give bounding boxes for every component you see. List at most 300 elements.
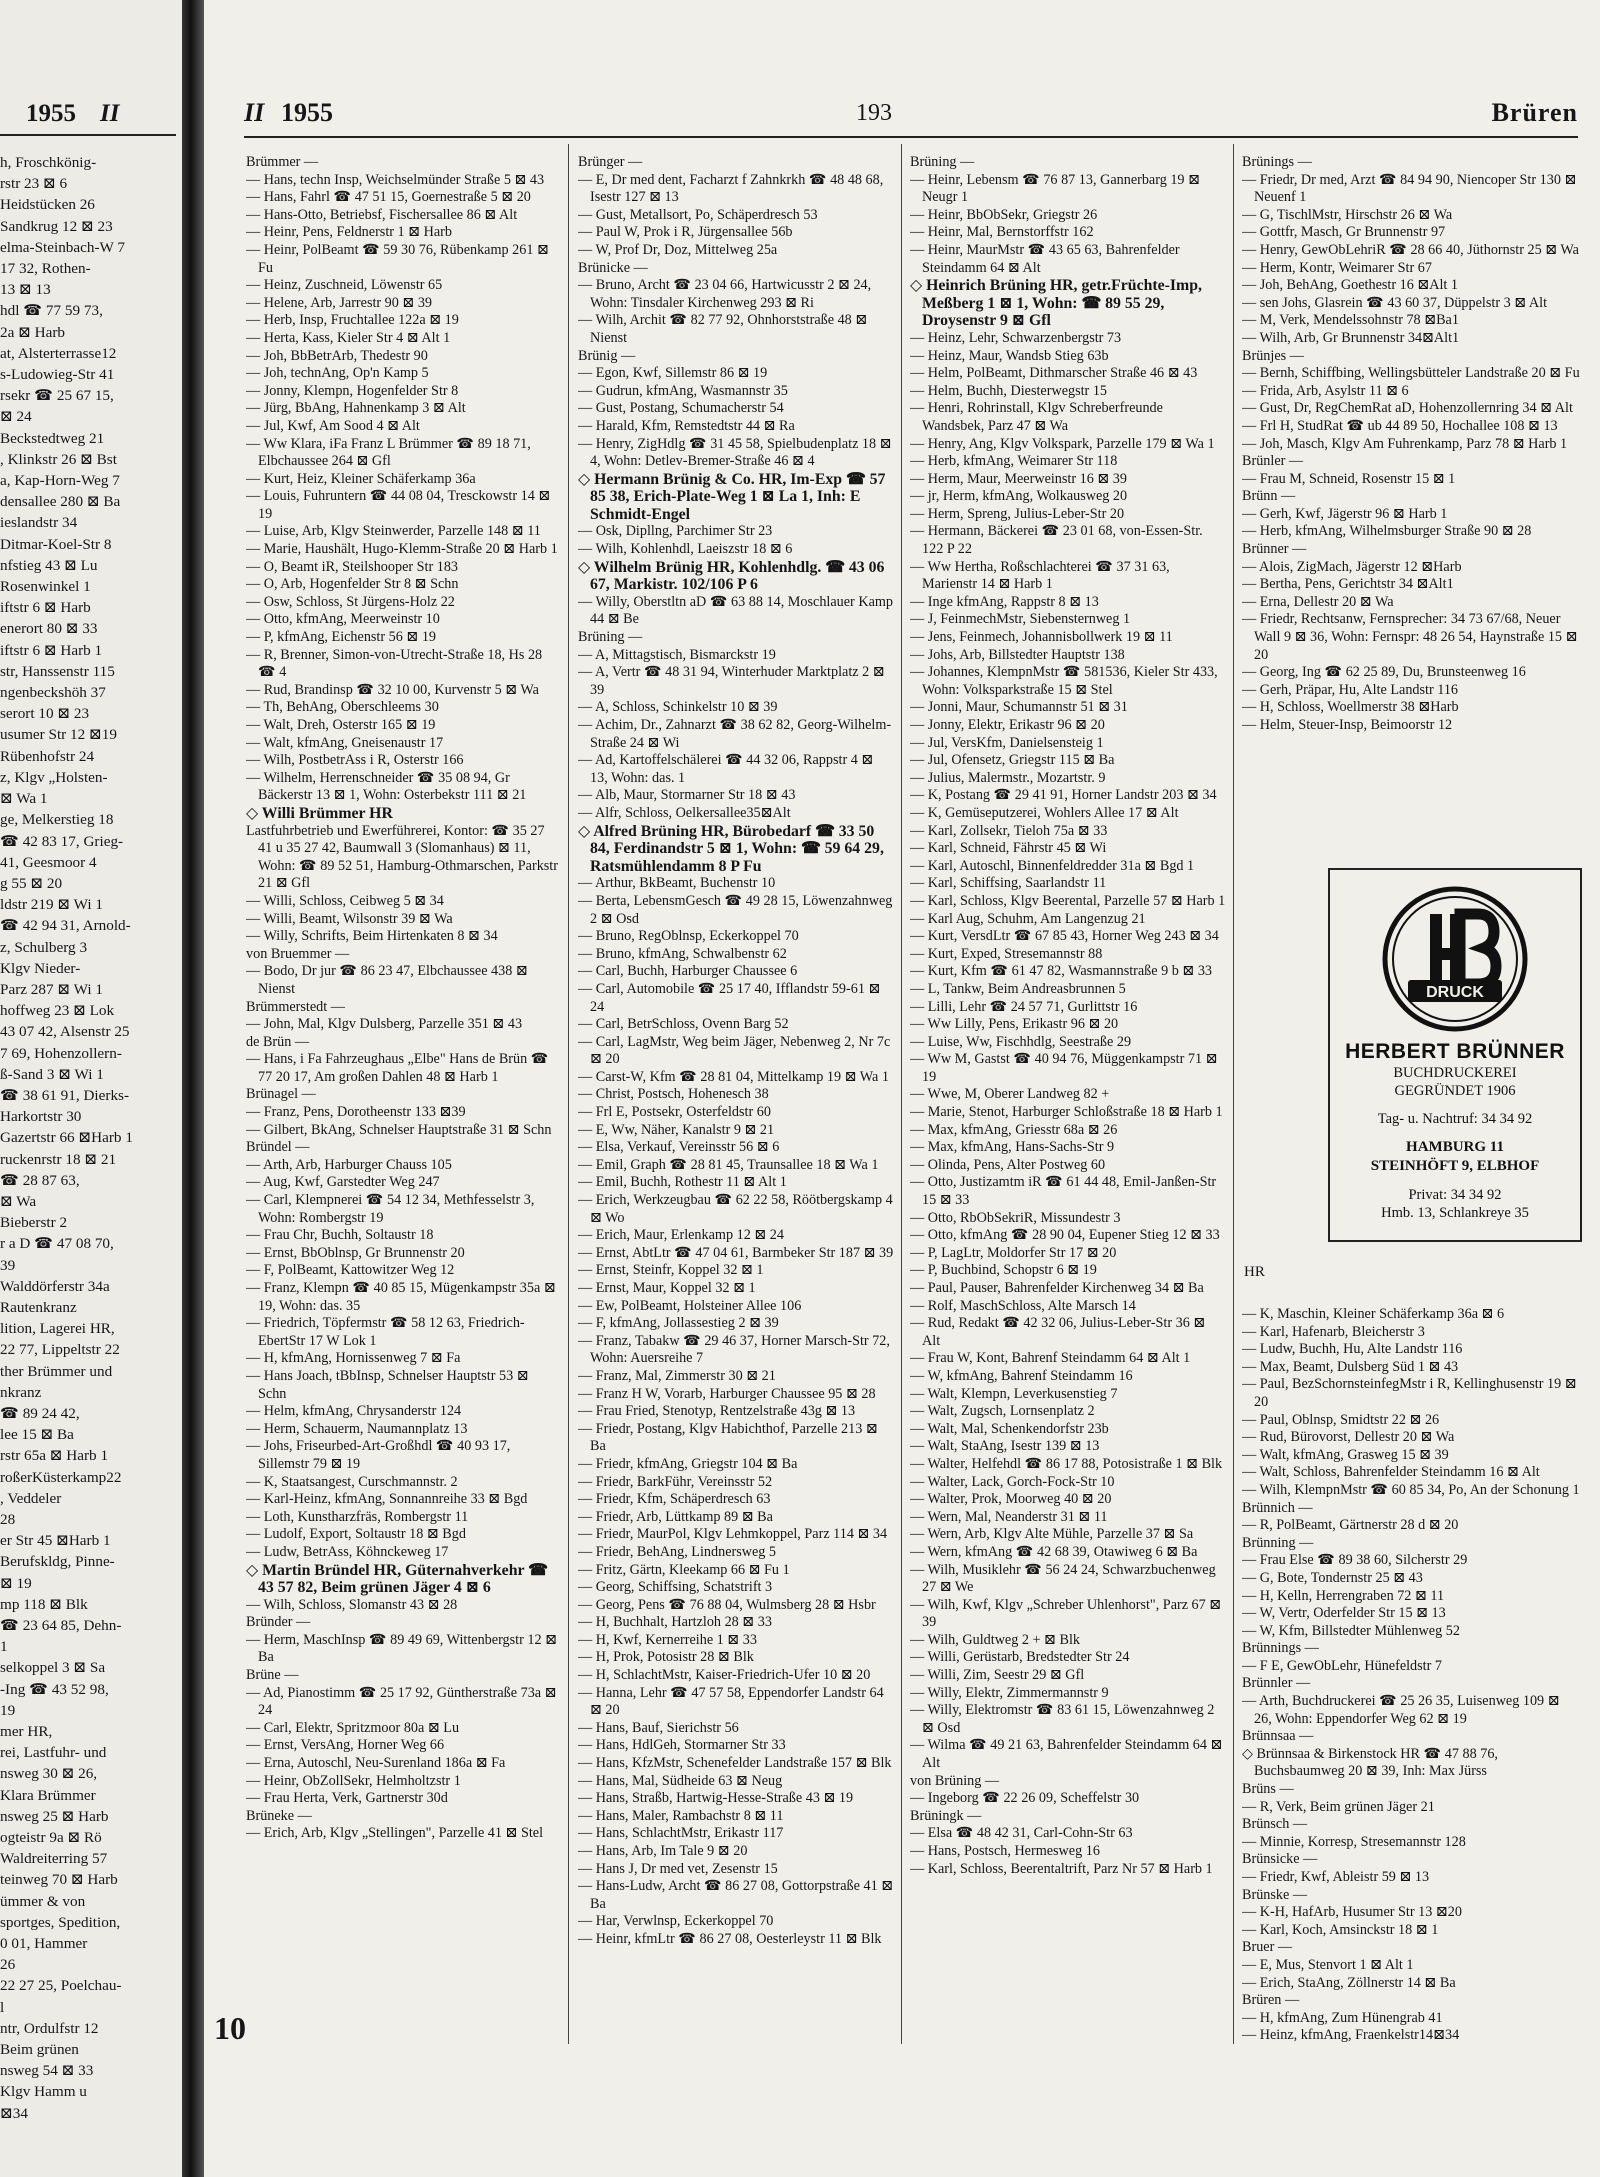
directory-entry: — Jonny, Klempn, Hogenfelder Str 8 bbox=[246, 382, 459, 399]
ad-company-name: HERBERT BRÜNNER bbox=[1345, 1040, 1565, 1063]
directory-entry: — Alfr, Schloss, Oelkersallee35⊠Alt bbox=[578, 804, 791, 821]
directory-entry: — Bertha, Pens, Gerichtstr 34 ⊠Alt1 bbox=[1242, 576, 1454, 593]
left-page-line: 43 07 42, Alsenstr 25 bbox=[0, 1023, 130, 1041]
directory-entry: ◇ Willi Brümmer HR bbox=[246, 804, 393, 822]
left-page-line: str, Hanssenstr 115 bbox=[0, 662, 115, 680]
directory-entry: — Joh, Masch, Klgv Am Fuhrenkamp, Parz 78 ⊠ Harb 1 bbox=[1242, 435, 1568, 452]
directory-entry: — Frau Chr, Buchh, Soltaustr 18 bbox=[246, 1227, 434, 1244]
left-page-line: g 55 ⊠ 20 bbox=[0, 874, 63, 892]
directory-entry: — Olinda, Pens, Alter Postweg 60 bbox=[910, 1156, 1106, 1173]
directory-entry: — Erich, Arb, Klgv „Stellingen", Parzelle 41 ⊠ Stel bbox=[246, 1825, 544, 1842]
directory-column-3 bbox=[910, 154, 1226, 2054]
directory-entry: — Helene, Arb, Jarrestr 90 ⊠ 39 bbox=[246, 294, 433, 311]
directory-entry: — Wilh, Arb, Gr Brunnenstr 34⊠Alt1 bbox=[1242, 329, 1460, 346]
directory-entry: — Rud, Redakt ☎ 42 32 06, Julius-Leber-Str 36 ⊠ Alt bbox=[910, 1315, 1206, 1349]
main-page bbox=[204, 0, 1600, 2177]
left-page-line: 17 32, Rothen- bbox=[0, 260, 91, 278]
directory-entry: — Carst-W, Kfm ☎ 28 81 04, Mittelkamp 19 ⊠ Wa 1 bbox=[578, 1068, 889, 1085]
directory-entry: — Friedr, BarkFühr, Vereinsstr 52 bbox=[578, 1473, 773, 1490]
left-page-line: ngenbeckshöh 37 bbox=[0, 684, 106, 702]
directory-entry: — Bodo, Dr jur ☎ 86 23 47, Elbchaussee 438 ⊠ Nienst bbox=[246, 963, 528, 997]
directory-entry: — Walt, Zugsch, Lornsenplatz 2 bbox=[910, 1403, 1095, 1420]
directory-entry: — Walt, Mal, Schenkendorfstr 23b bbox=[910, 1420, 1109, 1437]
directory-entry: — Gust, Postang, Schumacherstr 54 bbox=[578, 400, 784, 417]
left-page-line: er Str 45 ⊠Harb 1 bbox=[0, 1532, 111, 1550]
book-gutter bbox=[182, 0, 204, 2177]
directory-entry: — Jürg, BbAng, Hahnenkamp 3 ⊠ Alt bbox=[246, 400, 466, 417]
directory-entry: ◇ Wilhelm Brünig HR, Kohlenhdlg. ☎ 43 06 67, Markistr. 102/106 P 6 bbox=[578, 558, 885, 594]
directory-entry: ◇ Brünnsaa & Birkenstock HR ☎ 47 88 76, Buchsbaumweg 20 ⊠ 39, Inh: Max Jürss bbox=[1242, 1745, 1498, 1780]
directory-entry: — Ad, Pianostimm ☎ 25 17 92, Güntherstraße 73a ⊠ 24 bbox=[246, 1684, 557, 1719]
directory-entry: — Gerh, Kwf, Jägerstr 96 ⊠ Harb 1 bbox=[1242, 505, 1448, 522]
directory-entry: — Frau Fried, Stenotyp, Rentzelstraße 43g ⊠ 13 bbox=[578, 1403, 856, 1420]
left-page-line: Beckstedtweg 21 bbox=[0, 429, 105, 447]
left-page-volume: II bbox=[100, 100, 120, 127]
printing-logo-icon bbox=[1380, 884, 1530, 1034]
directory-entry: — Osw, Schloss, St Jürgens-Holz 22 bbox=[246, 593, 455, 610]
left-page-line: ldstr 219 ⊠ Wi 1 bbox=[0, 896, 103, 914]
left-page-line: enerort 80 ⊠ 33 bbox=[0, 620, 98, 638]
directory-entry: — Heinr, PolBeamt ☎ 59 30 76, Rübenkamp 261 ⊠ Fu bbox=[246, 241, 549, 276]
directory-entry: Brünnsaa — bbox=[1242, 1728, 1314, 1745]
left-page-year: 1955 bbox=[26, 100, 76, 127]
directory-entry: — O, Arb, Hogenfelder Str 8 ⊠ Schn bbox=[246, 576, 459, 593]
left-page-line: Bieberstr 2 bbox=[0, 1214, 68, 1232]
left-page-line: ⊠ Wa bbox=[0, 1192, 37, 1210]
directory-entry: — Erna, Autoschl, Neu-Surenland 186a ⊠ Fa bbox=[246, 1755, 506, 1772]
directory-entry: — Rolf, MaschSchloss, Alte Marsch 14 bbox=[910, 1297, 1136, 1314]
directory-entry: — Kurt, Kfm ☎ 61 47 82, Wasmannstraße 9 b ⊠ 33 bbox=[910, 963, 1213, 980]
directory-entry: — Max, Beamt, Dulsberg Süd 1 ⊠ 43 bbox=[1242, 1358, 1459, 1375]
directory-entry: — P, kfmAng, Eichenstr 56 ⊠ 19 bbox=[246, 629, 437, 646]
left-page-line: elma-Steinbach-W 7 bbox=[0, 238, 125, 256]
left-page-text bbox=[0, 152, 182, 2124]
directory-entry: — Gust, Dr, RegChemRat aD, Hohenzollernring 34 ⊠ Alt bbox=[1242, 400, 1573, 417]
directory-entry: von Bruemmer — bbox=[246, 945, 350, 962]
directory-entry: — Harald, Kfm, Remstedtstr 44 ⊠ Ra bbox=[578, 417, 795, 434]
directory-entry: ◇ Alfred Brüning HR, Bürobedarf ☎ 33 50 84, Ferdinandstr 5 ⊠ 1, Wohn: ☎ 59 64 29, Ratsmühlendamm 8 P Fu bbox=[578, 822, 884, 875]
ad-line: HAMBURG 11 bbox=[1406, 1139, 1504, 1155]
left-page-line: 19 bbox=[0, 1701, 16, 1719]
directory-entry: — Wilh, Archit ☎ 82 77 92, Ohnhorststraße 48 ⊠ Nienst bbox=[578, 312, 868, 346]
header-volume: II bbox=[244, 98, 265, 127]
left-page-line: roßerKüsterkamp22 bbox=[0, 1468, 122, 1486]
directory-entry: — A, Mittagstisch, Bismarckstr 19 bbox=[578, 646, 776, 663]
left-page-line: ruckenrstr 18 ⊠ 21 bbox=[0, 1150, 117, 1168]
directory-entry: — Walt, kfmAng, Gneisenaustr 17 bbox=[246, 734, 444, 751]
directory-entry: — Carl, Automobile ☎ 25 17 40, Ifflandstr 59-61 ⊠ 24 bbox=[578, 980, 881, 1015]
directory-entry: — W, Prof Dr, Doz, Mittelweg 25a bbox=[578, 241, 778, 258]
left-page-line: ⊠ 24 bbox=[0, 408, 32, 426]
ad-private-phone: Privat: 34 34 92 bbox=[1408, 1187, 1502, 1203]
directory-entry: — Friedr, kfmAng, Griegstr 104 ⊠ Ba bbox=[578, 1455, 798, 1472]
directory-entry: Brünger — bbox=[578, 154, 643, 170]
directory-entry: Brüns — bbox=[1242, 1781, 1294, 1798]
directory-entry: — L, Tankw, Beim Andreasbrunnen 5 bbox=[910, 980, 1126, 997]
directory-entry: — Heinz, kfmAng, Fraenkelstr14⊠34 bbox=[1242, 2027, 1460, 2044]
left-page-line: serort 10 ⊠ 23 bbox=[0, 705, 90, 723]
directory-entry: — Har, Verwlnsp, Eckerkoppel 70 bbox=[578, 1913, 774, 1930]
header-year: 1955 bbox=[281, 98, 333, 127]
page-number: 193 bbox=[856, 100, 892, 126]
directory-entry: — Hans, KfzMstr, Schenefelder Landstraße 157 ⊠ Blk bbox=[578, 1755, 892, 1772]
directory-entry: — Hanna, Lehr ☎ 47 57 58, Eppendorfer Landstr 64 ⊠ 20 bbox=[578, 1684, 884, 1719]
left-page-line: 28 bbox=[0, 1511, 16, 1528]
directory-entry: — Hans-Otto, Betriebsf, Fischersallee 86 ⊠ Alt bbox=[246, 206, 518, 223]
directory-entry: — Hans, HdlGeh, Stormarner Str 33 bbox=[578, 1737, 786, 1754]
left-page-line: densallee 280 ⊠ Ba bbox=[0, 493, 121, 511]
directory-entry: — Elsa, Verkauf, Vereinsstr 56 ⊠ 6 bbox=[578, 1139, 780, 1156]
directory-entry: — Gust, Metallsort, Po, Schäperdresch 53 bbox=[578, 206, 818, 223]
left-page-line: 0 01, Hammer bbox=[0, 1935, 88, 1953]
directory-entry: — Emil, Graph ☎ 28 81 45, Traunsallee 18 ⊠ Wa 1 bbox=[578, 1156, 879, 1173]
directory-entry: — Karl, Hafenarb, Bleicherstr 3 bbox=[1242, 1323, 1425, 1340]
left-page-line: Parz 287 ⊠ Wi 1 bbox=[0, 980, 103, 998]
directory-entry: — Walt, StaAng, Isestr 139 ⊠ 13 bbox=[910, 1438, 1100, 1455]
directory-entry: — Marie, Stenot, Harburger Schloßstraße 18 ⊠ Harb 1 bbox=[910, 1104, 1223, 1121]
directory-entry: — Jonny, Elektr, Erikastr 96 ⊠ 20 bbox=[910, 717, 1105, 733]
left-page-line: Walddörferstr 34a bbox=[0, 1277, 110, 1295]
directory-entry: — Friedr, Kwf, Ableistr 59 ⊠ 13 bbox=[1242, 1869, 1430, 1885]
left-page-line: iftstr 6 ⊠ Harb 1 bbox=[0, 641, 103, 659]
directory-entry: Brüren — bbox=[1242, 1992, 1300, 2009]
left-page-line: nsweg 54 ⊠ 33 bbox=[0, 2062, 94, 2080]
directory-entry: — Karl, Schloss, Beerentaltrift, Parz Nr 57 ⊠ Harb 1 bbox=[910, 1860, 1213, 1877]
directory-entry: — Karl, Schneid, Fährstr 45 ⊠ Wi bbox=[910, 840, 1107, 857]
directory-entry: — Heinr, Pens, Feldnerstr 1 ⊠ Harb bbox=[246, 224, 452, 241]
directory-entry: Brümmer — bbox=[246, 154, 319, 170]
directory-entry: — Ew, PolBeamt, Holsteiner Allee 106 bbox=[578, 1297, 802, 1314]
directory-entry: Brünsicke — bbox=[1242, 1851, 1318, 1868]
directory-entry: — W, Vertr, Oderfelder Str 15 ⊠ 13 bbox=[1242, 1605, 1446, 1622]
directory-entry: Bründer — bbox=[246, 1614, 311, 1631]
left-page-line: Heidstücken 26 bbox=[0, 196, 95, 214]
left-page-line: Berufskldg, Pinne- bbox=[0, 1553, 115, 1571]
directory-entry: — Karl, Koch, Amsinckstr 18 ⊠ 1 bbox=[1242, 1921, 1439, 1938]
directory-entry: — F, PolBeamt, Kattowitzer Weg 12 bbox=[246, 1262, 455, 1279]
directory-entry: — E, Ww, Näher, Kanalstr 9 ⊠ 21 bbox=[578, 1121, 775, 1138]
directory-entry: — Rud, Bürovorst, Dellestr 20 ⊠ Wa bbox=[1242, 1429, 1455, 1446]
directory-entry: — Karl Aug, Schuhm, Am Langenzug 21 bbox=[910, 910, 1146, 927]
directory-entry: — Herm, Schauerm, Naumannplatz 13 bbox=[246, 1420, 468, 1437]
left-page-line: usumer Str 12 ⊠19 bbox=[0, 726, 117, 744]
directory-entry: — Georg, Pens ☎ 76 88 04, Wulmsberg 28 ⊠ Hsbr bbox=[578, 1596, 876, 1613]
directory-entry: — Helm, Steuer-Insp, Beimoorstr 12 bbox=[1242, 717, 1453, 733]
directory-entry: Brünler — bbox=[1242, 453, 1304, 470]
directory-entry: — Max, kfmAng, Hans-Sachs-Str 9 bbox=[910, 1139, 1115, 1156]
directory-entry: — Wilh, Kwf, Klgv „Schreber Uhlenhorst", Parz 67 ⊠ 39 bbox=[910, 1596, 1222, 1631]
directory-entry: — Wern, Arb, Klgv Alte Mühle, Parzelle 37 ⊠ Sa bbox=[910, 1526, 1194, 1543]
directory-entry: — Erich, StaAng, Zöllnerstr 14 ⊠ Ba bbox=[1242, 1974, 1456, 1991]
directory-entry: ◇ Martin Bründel HR, Güternahverkehr ☎ 43 57 82, Beim grünen Jäger 4 ⊠ 6 bbox=[246, 1561, 548, 1597]
left-page-line: ⊠34 bbox=[0, 2104, 28, 2122]
left-page-line: z, Schulberg 3 bbox=[0, 938, 88, 956]
directory-entry: — R, Verk, Beim grünen Jäger 21 bbox=[1242, 1798, 1435, 1815]
directory-entry: — H, Kelln, Herrengraben 72 ⊠ 11 bbox=[1242, 1587, 1445, 1604]
directory-entry: — O, Beamt iR, Steilshooper Str 183 bbox=[246, 558, 459, 575]
left-page-line: Gazertstr 66 ⊠Harb 1 bbox=[0, 1129, 133, 1147]
left-page-line: ieslandstr 34 bbox=[0, 514, 78, 532]
directory-entry: — Heinr, Lebensm ☎ 76 87 13, Gannerbarg 19 ⊠ Neugr 1 bbox=[910, 171, 1200, 206]
directory-entry: — Franz, Tabakw ☎ 29 46 37, Horner Marsch-Str 72, Wohn: Auersreihe 7 bbox=[578, 1332, 890, 1367]
directory-entry: — John, Mal, Klgv Dulsberg, Parzelle 351 ⊠ 43 bbox=[246, 1016, 523, 1033]
directory-entry: Brünske — bbox=[1242, 1886, 1308, 1903]
directory-entry: — J, FeinmechMstr, Siebensternweg 1 bbox=[910, 611, 1131, 628]
directory-entry: — Heinz, Lehr, Schwarzenbergstr 73 bbox=[910, 329, 1122, 346]
directory-entry: — K, Maschin, Kleiner Schäferkamp 36a ⊠ 6 bbox=[1242, 1306, 1505, 1322]
directory-entry: — Henry, ZigHdlg ☎ 31 45 58, Spielbudenplatz 18 ⊠ 4, Wohn: Detlev-Bremer-Straße 46 ⊠ 4 bbox=[578, 435, 892, 470]
directory-entry: — Hans J, Dr med vet, Zesenstr 15 bbox=[578, 1860, 778, 1877]
left-page-line: Rosenwinkel 1 bbox=[0, 578, 91, 596]
directory-entry: — Friedr, Dr med, Arzt ☎ 84 94 90, Niencoper Str 130 ⊠ Neuenf 1 bbox=[1242, 171, 1577, 206]
directory-entry: — Arth, Arb, Harburger Chauss 105 bbox=[246, 1156, 452, 1173]
directory-entry: — Franz, Klempn ☎ 40 85 15, Mügenkampstr 35a ⊠ 19, Wohn: das. 35 bbox=[246, 1280, 556, 1314]
directory-entry: — Carl, Buchh, Harburger Chaussee 6 bbox=[578, 963, 798, 980]
left-page-line: rsekr ☎ 25 67 15, bbox=[0, 387, 114, 405]
left-page-line: lition, Lagerei HR, bbox=[0, 1320, 115, 1338]
directory-entry: — Walter, Helfehdl ☎ 86 17 88, Potosistraße 1 ⊠ Blk bbox=[910, 1455, 1223, 1472]
ad-line: GEGRÜNDET 1906 bbox=[1394, 1083, 1516, 1099]
directory-entry: — P, LagLtr, Moldorfer Str 17 ⊠ 20 bbox=[910, 1244, 1117, 1261]
directory-entry: — Willy, Schrifts, Beim Hirtenkaten 8 ⊠ 34 bbox=[246, 928, 498, 945]
left-page-line: 39 bbox=[0, 1256, 16, 1274]
directory-entry: — Herta, Kass, Kieler Str 4 ⊠ Alt 1 bbox=[246, 329, 451, 346]
left-page-line: z, Klgv „Holsten- bbox=[0, 768, 108, 786]
left-page-line: mp 118 ⊠ Blk bbox=[0, 1595, 88, 1613]
directory-entry: — Heinr, kfmLtr ☎ 86 27 08, Oesterleystr 11 ⊠ Blk bbox=[578, 1930, 882, 1947]
directory-entry: — Hans, Mal, Südheide 63 ⊠ Neug bbox=[578, 1772, 783, 1789]
directory-entry: — H, kfmAng, Zum Hünengrab 41 bbox=[1242, 2009, 1443, 2026]
directory-entry: — Frl H, StudRat ☎ ub 44 89 50, Hochallee 108 ⊠ 13 bbox=[1242, 417, 1558, 434]
directory-entry: — Hans Joach, tBbInsp, Schnelser Hauptstr 53 ⊠ Schn bbox=[246, 1367, 529, 1402]
left-page-line: 22 27 25, Poelchau- bbox=[0, 1977, 122, 1995]
left-page-line: Beim grünen bbox=[0, 2041, 79, 2059]
directory-entry: — H, SchlachtMstr, Kaiser-Friedrich-Ufer 10 ⊠ 20 bbox=[578, 1667, 871, 1684]
directory-entry: — Erna, Dellestr 20 ⊠ Wa bbox=[1242, 593, 1394, 610]
directory-entry: — Berta, LebensmGesch ☎ 49 28 15, Löwenzahnweg 2 ⊠ Osd bbox=[578, 892, 893, 927]
directory-entry: — Ernst, AbtLtr ☎ 47 04 61, Barmbeker Str 187 ⊠ 39 bbox=[578, 1244, 894, 1261]
directory-entry: — Jul, Kwf, Am Sood 4 ⊠ Alt bbox=[246, 417, 420, 434]
directory-entry: — Karl, Schloss, Klgv Beerental, Parzelle 57 ⊠ Harb 1 bbox=[910, 892, 1226, 909]
directory-entry: — Jul, Ofensetz, Griegstr 115 ⊠ Ba bbox=[910, 752, 1115, 769]
directory-entry: Brünjes — bbox=[1242, 347, 1304, 364]
left-page-line: Rübenhofstr 24 bbox=[0, 747, 95, 765]
directory-entry: — Joh, BehAng, Goethestr 16 ⊠Alt 1 bbox=[1242, 277, 1459, 294]
directory-entry: — Hans, Fahrl ☎ 47 51 15, Goernestraße 5 ⊠ 20 bbox=[246, 189, 531, 206]
directory-entry: ◇ Heinrich Brüning HR, getr.Früchte-Imp, Meßberg 1 ⊠ 1, Wohn: ☎ 89 55 29, Droysenstr 9 ⊠ Gfl bbox=[910, 277, 1202, 330]
directory-entry: Brünnler — bbox=[1242, 1675, 1311, 1692]
directory-entry: — Luise, Arb, Klgv Steinwerder, Parzelle 148 ⊠ 11 bbox=[246, 523, 541, 540]
directory-entry: — Herm, Spreng, Julius-Leber-Str 20 bbox=[910, 505, 1125, 522]
column-rule bbox=[568, 144, 569, 2044]
directory-entry: — Emil, Buchh, Rothestr 11 ⊠ Alt 1 bbox=[578, 1174, 787, 1191]
left-page-line: s-Ludowieg-Str 41 bbox=[0, 366, 115, 384]
directory-entry: — Johs, Friseurbed-Art-Großhdl ☎ 40 93 17, Sillemstr 79 ⊠ 19 bbox=[246, 1438, 511, 1472]
directory-entry: — Ernst, Maur, Koppel 32 ⊠ 1 bbox=[578, 1280, 756, 1296]
directory-entry: — Arthur, BkBeamt, Buchenstr 10 bbox=[578, 875, 776, 892]
directory-entry: — H, Schloss, Woellmerstr 38 ⊠Harb bbox=[1242, 699, 1459, 716]
directory-entry: — Ernst, VersAng, Horner Weg 66 bbox=[246, 1737, 445, 1754]
directory-entry: — Friedr, Arb, Lüttkamp 89 ⊠ Ba bbox=[578, 1508, 773, 1525]
directory-entry: — Frau M, Schneid, Rosenstr 15 ⊠ 1 bbox=[1242, 470, 1456, 487]
directory-entry: — W, kfmAng, Bahrenf Steindamm 16 bbox=[910, 1367, 1133, 1384]
directory-entry: — Willy, Oberstltn aD ☎ 63 88 14, Moschlauer Kamp 44 ⊠ Be bbox=[578, 593, 893, 628]
directory-entry: — Willi, Beamt, Wilsonstr 39 ⊠ Wa bbox=[246, 910, 453, 927]
directory-entry: — Arth, Buchdruckerei ☎ 25 26 35, Luisenweg 109 ⊠ 26, Wohn: Eppendorfer Weg 62 ⊠ 19 bbox=[1242, 1693, 1560, 1727]
directory-entry: — Karl, Autoschl, Binnenfeldredder 31a ⊠ Bgd 1 bbox=[910, 857, 1195, 874]
directory-entry: — Bernh, Schiffbing, Wellingsbütteler Landstraße 20 ⊠ Fu bbox=[1242, 365, 1580, 382]
left-page-fragment bbox=[0, 0, 182, 2177]
directory-entry: — Heinr, MaurMstr ☎ 43 65 63, Bahrenfelder Steindamm 64 ⊠ Alt bbox=[910, 241, 1180, 276]
directory-column-2 bbox=[578, 154, 894, 2054]
directory-entry: — Friedr, Rechtsanw, Fernsprecher: 34 73 67/68, Neuer Wall 9 ⊠ 36, Wohn: Fernspr: 48 26 54, Haynstraße 15 ⊠ 20 bbox=[1242, 611, 1578, 663]
left-page-line: , Klinkstr 26 ⊠ Bst bbox=[0, 450, 117, 468]
directory-entry: — K-H, HafArb, Husumer Str 13 ⊠20 bbox=[1242, 1904, 1462, 1921]
directory-entry: Brünning — bbox=[1242, 1534, 1314, 1551]
directory-entry: — Henry, Ang, Klgv Volkspark, Parzelle 179 ⊠ Wa 1 bbox=[910, 435, 1215, 452]
directory-entry: — Franz, Pens, Dorotheenstr 133 ⊠39 bbox=[246, 1104, 466, 1121]
directory-entry: — Wwe, M, Oberer Landweg 82 + bbox=[910, 1086, 1110, 1103]
directory-entry: — Helm, PolBeamt, Dithmarscher Straße 46 ⊠ 43 bbox=[910, 365, 1198, 382]
ad-address: STEINHÖFT 9, ELBHOF bbox=[1370, 1158, 1540, 1174]
directory-entry: — Karl-Heinz, kfmAng, Sonnannreihe 33 ⊠ Bgd bbox=[246, 1491, 528, 1508]
directory-entry: — Fritz, Gärtn, Kleekamp 66 ⊠ Fu 1 bbox=[578, 1561, 790, 1578]
directory-entry: — Herm, Kontr, Weimarer Str 67 bbox=[1242, 259, 1432, 276]
directory-entry: — Joh, BbBetrArb, Thedestr 90 bbox=[246, 347, 428, 364]
left-page-line: rstr 65a ⊠ Harb 1 bbox=[0, 1447, 109, 1465]
directory-entry: — Frida, Arb, Asylstr 11 ⊠ 6 bbox=[1242, 382, 1409, 399]
directory-entry: — W, Kfm, Billstedter Mühlenweg 52 bbox=[1242, 1622, 1460, 1639]
left-page-line: ß-Sand 3 ⊠ Wi 1 bbox=[0, 1065, 104, 1083]
left-page-line: Ditmar-Koel-Str 8 bbox=[0, 535, 112, 553]
left-page-line: ☎ 23 64 85, Dehn- bbox=[0, 1617, 122, 1635]
directory-entry: — Julius, Malermstr., Mozartstr. 9 bbox=[910, 769, 1106, 786]
directory-entry: — H, kfmAng, Hornissenweg 7 ⊠ Fa bbox=[246, 1350, 461, 1367]
directory-entry: — Herb, kfmAng, Wilhelmsburger Straße 90 ⊠ 28 bbox=[1242, 523, 1532, 540]
directory-entry: — P, Buchbind, Schopstr 6 ⊠ 19 bbox=[910, 1262, 1097, 1279]
directory-entry: — Wilh, Musiklehr ☎ 56 24 24, Schwarzbuchenweg 27 ⊠ We bbox=[910, 1561, 1216, 1596]
directory-entry: Brünnings — bbox=[1242, 1640, 1319, 1657]
directory-entry: — Paul W, Prok i R, Jürgensallee 56b bbox=[578, 224, 793, 241]
left-page-line: rstr 23 ⊠ 6 bbox=[0, 175, 68, 193]
directory-entry: — Wilh, Schloss, Slomanstr 43 ⊠ 28 bbox=[246, 1596, 458, 1613]
left-page-line: iftstr 6 ⊠ Harb bbox=[0, 599, 91, 617]
directory-entry: — R, Brenner, Simon-von-Utrecht-Straße 18, Hs 28 ☎ 4 bbox=[246, 646, 543, 681]
left-page-line: ntr, Ordulfstr 12 bbox=[0, 2019, 99, 2037]
directory-entry: — Wilh, PostbetrAss i R, Osterstr 166 bbox=[246, 752, 464, 769]
left-page-line: ☎ 89 24 42, bbox=[0, 1404, 80, 1422]
left-page-line: nsweg 30 ⊠ 26, bbox=[0, 1765, 98, 1783]
left-page-line: Klgv Nieder- bbox=[0, 959, 81, 977]
directory-entry: — Osk, Dipllng, Parchimer Str 23 bbox=[578, 523, 773, 540]
page-header bbox=[244, 98, 1578, 138]
directory-entry: — K, Gemüseputzerei, Wohlers Allee 17 ⊠ Alt bbox=[910, 804, 1179, 821]
directory-column-4-continued bbox=[1242, 1306, 1580, 2046]
directory-entry: Brümmerstedt — bbox=[246, 998, 345, 1015]
directory-entry: — Frau Herta, Verk, Gartnerstr 30d bbox=[246, 1790, 448, 1807]
left-page-line: Rautenkranz bbox=[0, 1298, 77, 1316]
left-page-line: 13 ⊠ 13 bbox=[0, 281, 51, 299]
directory-entry: — Hans, techn Insp, Weichselmünder Straße 5 ⊠ 43 bbox=[246, 171, 545, 188]
directory-entry: — Karl, Zollsekr, Tieloh 75a ⊠ 33 bbox=[910, 822, 1108, 839]
directory-entry: — Walt, Klempn, Leverkusenstieg 7 bbox=[910, 1385, 1118, 1402]
directory-entry: — Minnie, Korresp, Stresemannstr 128 bbox=[1242, 1833, 1466, 1850]
directory-entry: — Frau Else ☎ 89 38 60, Silcherstr 29 bbox=[1242, 1552, 1468, 1569]
left-page-line: rei, Lastfuhr- und bbox=[0, 1744, 107, 1762]
directory-entry: — Carl, BetrSchloss, Ovenn Barg 52 bbox=[578, 1016, 789, 1033]
logo-text: DRUCK bbox=[1426, 984, 1484, 1001]
directory-entry: — Friedr, Postang, Klgv Habichthof, Parzelle 213 ⊠ Ba bbox=[578, 1420, 878, 1455]
directory-entry: — Ww Hertha, Roßschlachterei ☎ 37 31 63, Marienstr 14 ⊠ Harb 1 bbox=[910, 558, 1170, 593]
directory-entry: — Herb, kfmAng, Weimarer Str 118 bbox=[910, 453, 1118, 470]
directory-entry: — Carl, Elektr, Spritzmoor 80a ⊠ Lu bbox=[246, 1719, 460, 1736]
directory-entry: — Kurt, Heiz, Kleiner Schäferkamp 36a bbox=[246, 470, 476, 487]
left-page-line: sportges, Spedition, bbox=[0, 1913, 121, 1931]
directory-entry: — Elsa ☎ 48 42 31, Carl-Cohn-Str 63 bbox=[910, 1825, 1133, 1842]
directory-entry: — Johannes, KlempnMstr ☎ 581536, Kieler Str 433, Wohn: Volksparkstraße 15 ⊠ Stel bbox=[910, 664, 1218, 698]
directory-entry: — Walter, Prok, Moorweg 40 ⊠ 20 bbox=[910, 1491, 1112, 1508]
directory-entry: — Franz H W, Vorarb, Harburger Chaussee 95 ⊠ 28 bbox=[578, 1385, 876, 1402]
directory-entry: — F E, GewObLehr, Hünefeldstr 7 bbox=[1242, 1657, 1442, 1674]
left-page-line: Harkortstr 30 bbox=[0, 1108, 82, 1126]
directory-entry: — Bruno, kfmAng, Schwalbenstr 62 bbox=[578, 945, 787, 962]
directory-entry: — Ww Klara, iFa Franz L Brümmer ☎ 89 18 71, Elbchaussee 264 ⊠ Gfl bbox=[246, 435, 531, 470]
directory-entry: — K, Staatsangest, Curschmannstr. 2 bbox=[246, 1473, 458, 1490]
directory-entry: — Hans, Arb, Im Tale 9 ⊠ 20 bbox=[578, 1843, 748, 1859]
directory-entry: — Wern, Mal, Neanderstr 31 ⊠ 11 bbox=[910, 1508, 1108, 1525]
directory-entry: — Heinr, ObZollSekr, Helmholtzstr 1 bbox=[246, 1772, 461, 1789]
directory-entry: — Christ, Postsch, Hohenesch 38 bbox=[578, 1086, 769, 1103]
directory-entry: — H, Prok, Potosistr 28 ⊠ Blk bbox=[578, 1649, 754, 1666]
directory-entry: — Carl, LagMstr, Weg beim Jäger, Nebenweg 2, Nr 7c ⊠ 20 bbox=[578, 1033, 891, 1068]
name-range: Brüren bbox=[1491, 98, 1578, 127]
directory-entry: — Wilh, KlempnMstr ☎ 60 85 34, Po, An der Schonung 1 bbox=[1242, 1481, 1580, 1498]
directory-entry: — Ad, Kartoffelschälerei ☎ 44 32 06, Rappstr 4 ⊠ 13, Wohn: das. 1 bbox=[578, 752, 874, 786]
directory-entry: — jr, Herm, kfmAng, Wolkausweg 20 bbox=[910, 488, 1128, 505]
directory-entry: — Heinz, Zuschneid, Löwenstr 65 bbox=[246, 277, 443, 294]
directory-entry: — Helm, kfmAng, Chrysanderstr 124 bbox=[246, 1403, 462, 1420]
directory-entry: — Egon, Kwf, Sillemstr 86 ⊠ 19 bbox=[578, 365, 768, 382]
directory-entry: Brünnich — bbox=[1242, 1499, 1313, 1516]
directory-entry: Brünings — bbox=[1242, 154, 1312, 170]
left-page-line: lee 15 ⊠ Ba bbox=[0, 1426, 74, 1444]
directory-entry: — Friedr, MaurPol, Klgv Lehmkoppel, Parz 114 ⊠ 34 bbox=[578, 1526, 888, 1543]
directory-entry: — Walt, Schloss, Bahrenfelder Steindamm 16 ⊠ Alt bbox=[1242, 1464, 1540, 1481]
directory-entry: — Hans, SchlachtMstr, Erikastr 117 bbox=[578, 1825, 784, 1842]
directory-entry: — Aug, Kwf, Garstedter Weg 247 bbox=[246, 1174, 440, 1191]
directory-entry: — Gudrun, kfmAng, Wasmannstr 35 bbox=[578, 382, 788, 399]
left-page-line: l bbox=[0, 1998, 5, 2016]
directory-entry: — Walt, kfmAng, Grasweg 15 ⊠ 39 bbox=[1242, 1446, 1449, 1463]
left-page-line: a, Kap-Horn-Weg 7 bbox=[0, 472, 120, 490]
left-page-line: 26 bbox=[0, 1956, 16, 1974]
ad-private-address: Hmb. 13, Schlankreye 35 bbox=[1381, 1205, 1529, 1221]
directory-entry: — Frau W, Kont, Bahrenf Steindamm 64 ⊠ Alt 1 bbox=[910, 1350, 1191, 1367]
left-page-line: -Ing ☎ 43 52 98, bbox=[0, 1680, 109, 1698]
directory-entry: — H, Buchhalt, Hartzloh 28 ⊠ 33 bbox=[578, 1614, 772, 1631]
directory-entry: — Ludw, Buchh, Hu, Alte Landstr 116 bbox=[1242, 1341, 1463, 1358]
left-page-line: at, Alsterterrasse12 bbox=[0, 344, 117, 362]
directory-entry: Brünner — bbox=[1242, 541, 1307, 558]
left-page-line: ⊠ Wa 1 bbox=[0, 790, 48, 808]
directory-entry: — A, Vertr ☎ 48 31 94, Winterhuder Marktplatz 2 ⊠ 39 bbox=[578, 664, 885, 698]
directory-entry: — Georg, Ing ☎ 62 25 89, Du, Brunsteenweg 16 bbox=[1242, 664, 1526, 681]
directory-entry: — Wern, kfmAng ☎ 42 68 39, Otawiweg 6 ⊠ Ba bbox=[910, 1543, 1198, 1560]
directory-entry: — Otto, kfmAng, Meerweinstr 10 bbox=[246, 611, 440, 628]
directory-entry: — Gerh, Präpar, Hu, Alte Landstr 116 bbox=[1242, 681, 1459, 698]
left-page-line: 2a ⊠ Harb bbox=[0, 323, 66, 341]
directory-entry: — Gilbert, BkAng, Schnelser Hauptstraße 31 ⊠ Schn bbox=[246, 1121, 552, 1138]
